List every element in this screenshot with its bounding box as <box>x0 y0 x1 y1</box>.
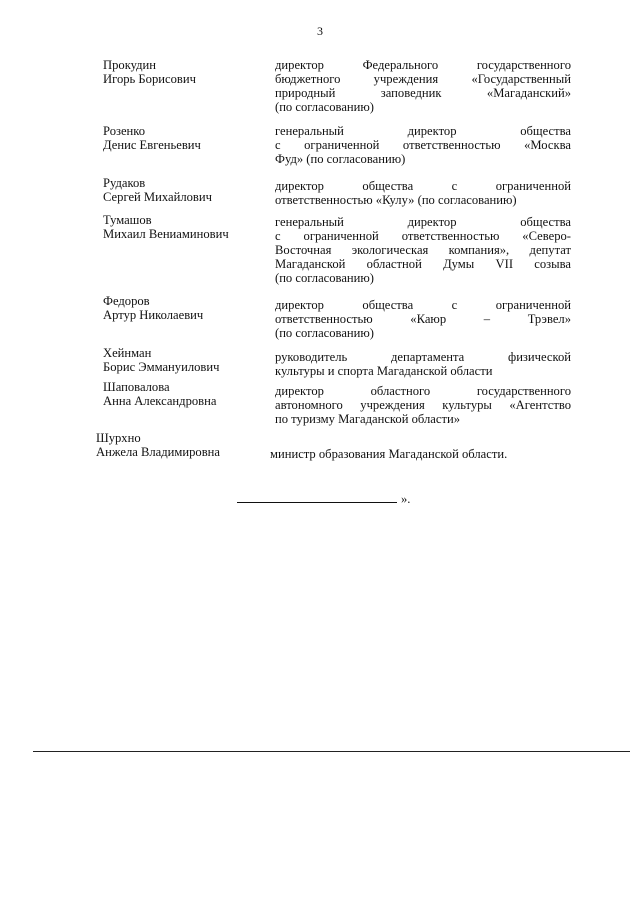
role-line: Восточная экологическая компания», депутат <box>275 243 571 257</box>
member-surname: Рудаков <box>103 176 146 190</box>
member-surname: Федоров <box>103 294 150 308</box>
bottom-divider <box>33 751 630 752</box>
role-line: Фуд» (по согласованию) <box>275 152 406 166</box>
member-surname: Шурхно <box>96 431 141 445</box>
role-line: директор Федерального государственного <box>275 58 571 72</box>
member-given-names: Игорь Борисович <box>103 72 196 86</box>
role-line: (по согласованию) <box>275 326 375 340</box>
role-line: генеральный директор общества <box>275 215 571 229</box>
role-line: ответственностью «Каюр – Трэвел» <box>275 312 571 326</box>
member-name <box>103 176 268 204</box>
role-line: министр образования Магаданской области. <box>270 447 508 461</box>
role-line: директор общества с ограниченной <box>275 298 571 312</box>
role-line: культуры и спорта Магаданской области <box>275 364 493 378</box>
role-line: природный заповедник «Магаданский» <box>275 86 571 100</box>
role-line: Магаданской областной Думы VII созыва <box>275 257 571 271</box>
role-line: руководитель департамента физической <box>275 350 571 364</box>
member-name <box>103 124 268 152</box>
member-role <box>275 298 571 340</box>
role-line: директор общества с ограниченной <box>275 179 571 193</box>
member-name <box>96 431 261 459</box>
member-role <box>275 58 571 114</box>
member-role <box>275 179 571 207</box>
member-role <box>270 447 566 461</box>
role-line: бюджетного учреждения «Государственный <box>275 72 571 86</box>
role-line: (по согласованию) <box>275 271 375 285</box>
member-given-names: Сергей Михайлович <box>103 190 212 204</box>
member-name <box>103 380 268 408</box>
member-given-names: Артур Николаевич <box>103 308 204 322</box>
role-line: директор областного государственного <box>275 384 571 398</box>
member-given-names: Михаил Вениаминович <box>103 227 229 241</box>
member-surname: Розенко <box>103 124 146 138</box>
role-line: с ограниченной ответственностью «Северо- <box>275 229 571 243</box>
role-line: с ограниченной ответственностью «Москва <box>275 138 571 152</box>
member-role <box>275 124 571 166</box>
member-role <box>275 384 571 426</box>
member-name <box>103 58 268 86</box>
role-line: ответственностью «Кулу» (по согласованию) <box>275 193 517 207</box>
member-role <box>275 215 571 285</box>
role-line: автономного учреждения культуры «Агентство <box>275 398 571 412</box>
member-name <box>103 294 268 322</box>
member-name <box>103 213 268 241</box>
member-surname: Тумашов <box>103 213 152 227</box>
role-line: по туризму Магаданской области» <box>275 412 460 426</box>
member-given-names: Денис Евгеньевич <box>103 138 201 152</box>
role-line: (по согласованию) <box>275 100 375 114</box>
member-given-names: Анна Александровна <box>103 394 217 408</box>
closing-underline <box>237 492 397 503</box>
role-line: генеральный директор общества <box>275 124 571 138</box>
member-given-names: Анжела Владимировна <box>96 445 220 459</box>
closing-quote: ». <box>401 492 411 506</box>
member-role <box>275 350 571 378</box>
member-given-names: Борис Эммануилович <box>103 360 220 374</box>
closing-line <box>237 492 410 507</box>
member-surname: Шаповалова <box>103 380 170 394</box>
member-surname: Хейнман <box>103 346 152 360</box>
page-number: 3 <box>317 24 323 38</box>
member-name <box>103 346 268 374</box>
member-surname: Прокудин <box>103 58 157 72</box>
